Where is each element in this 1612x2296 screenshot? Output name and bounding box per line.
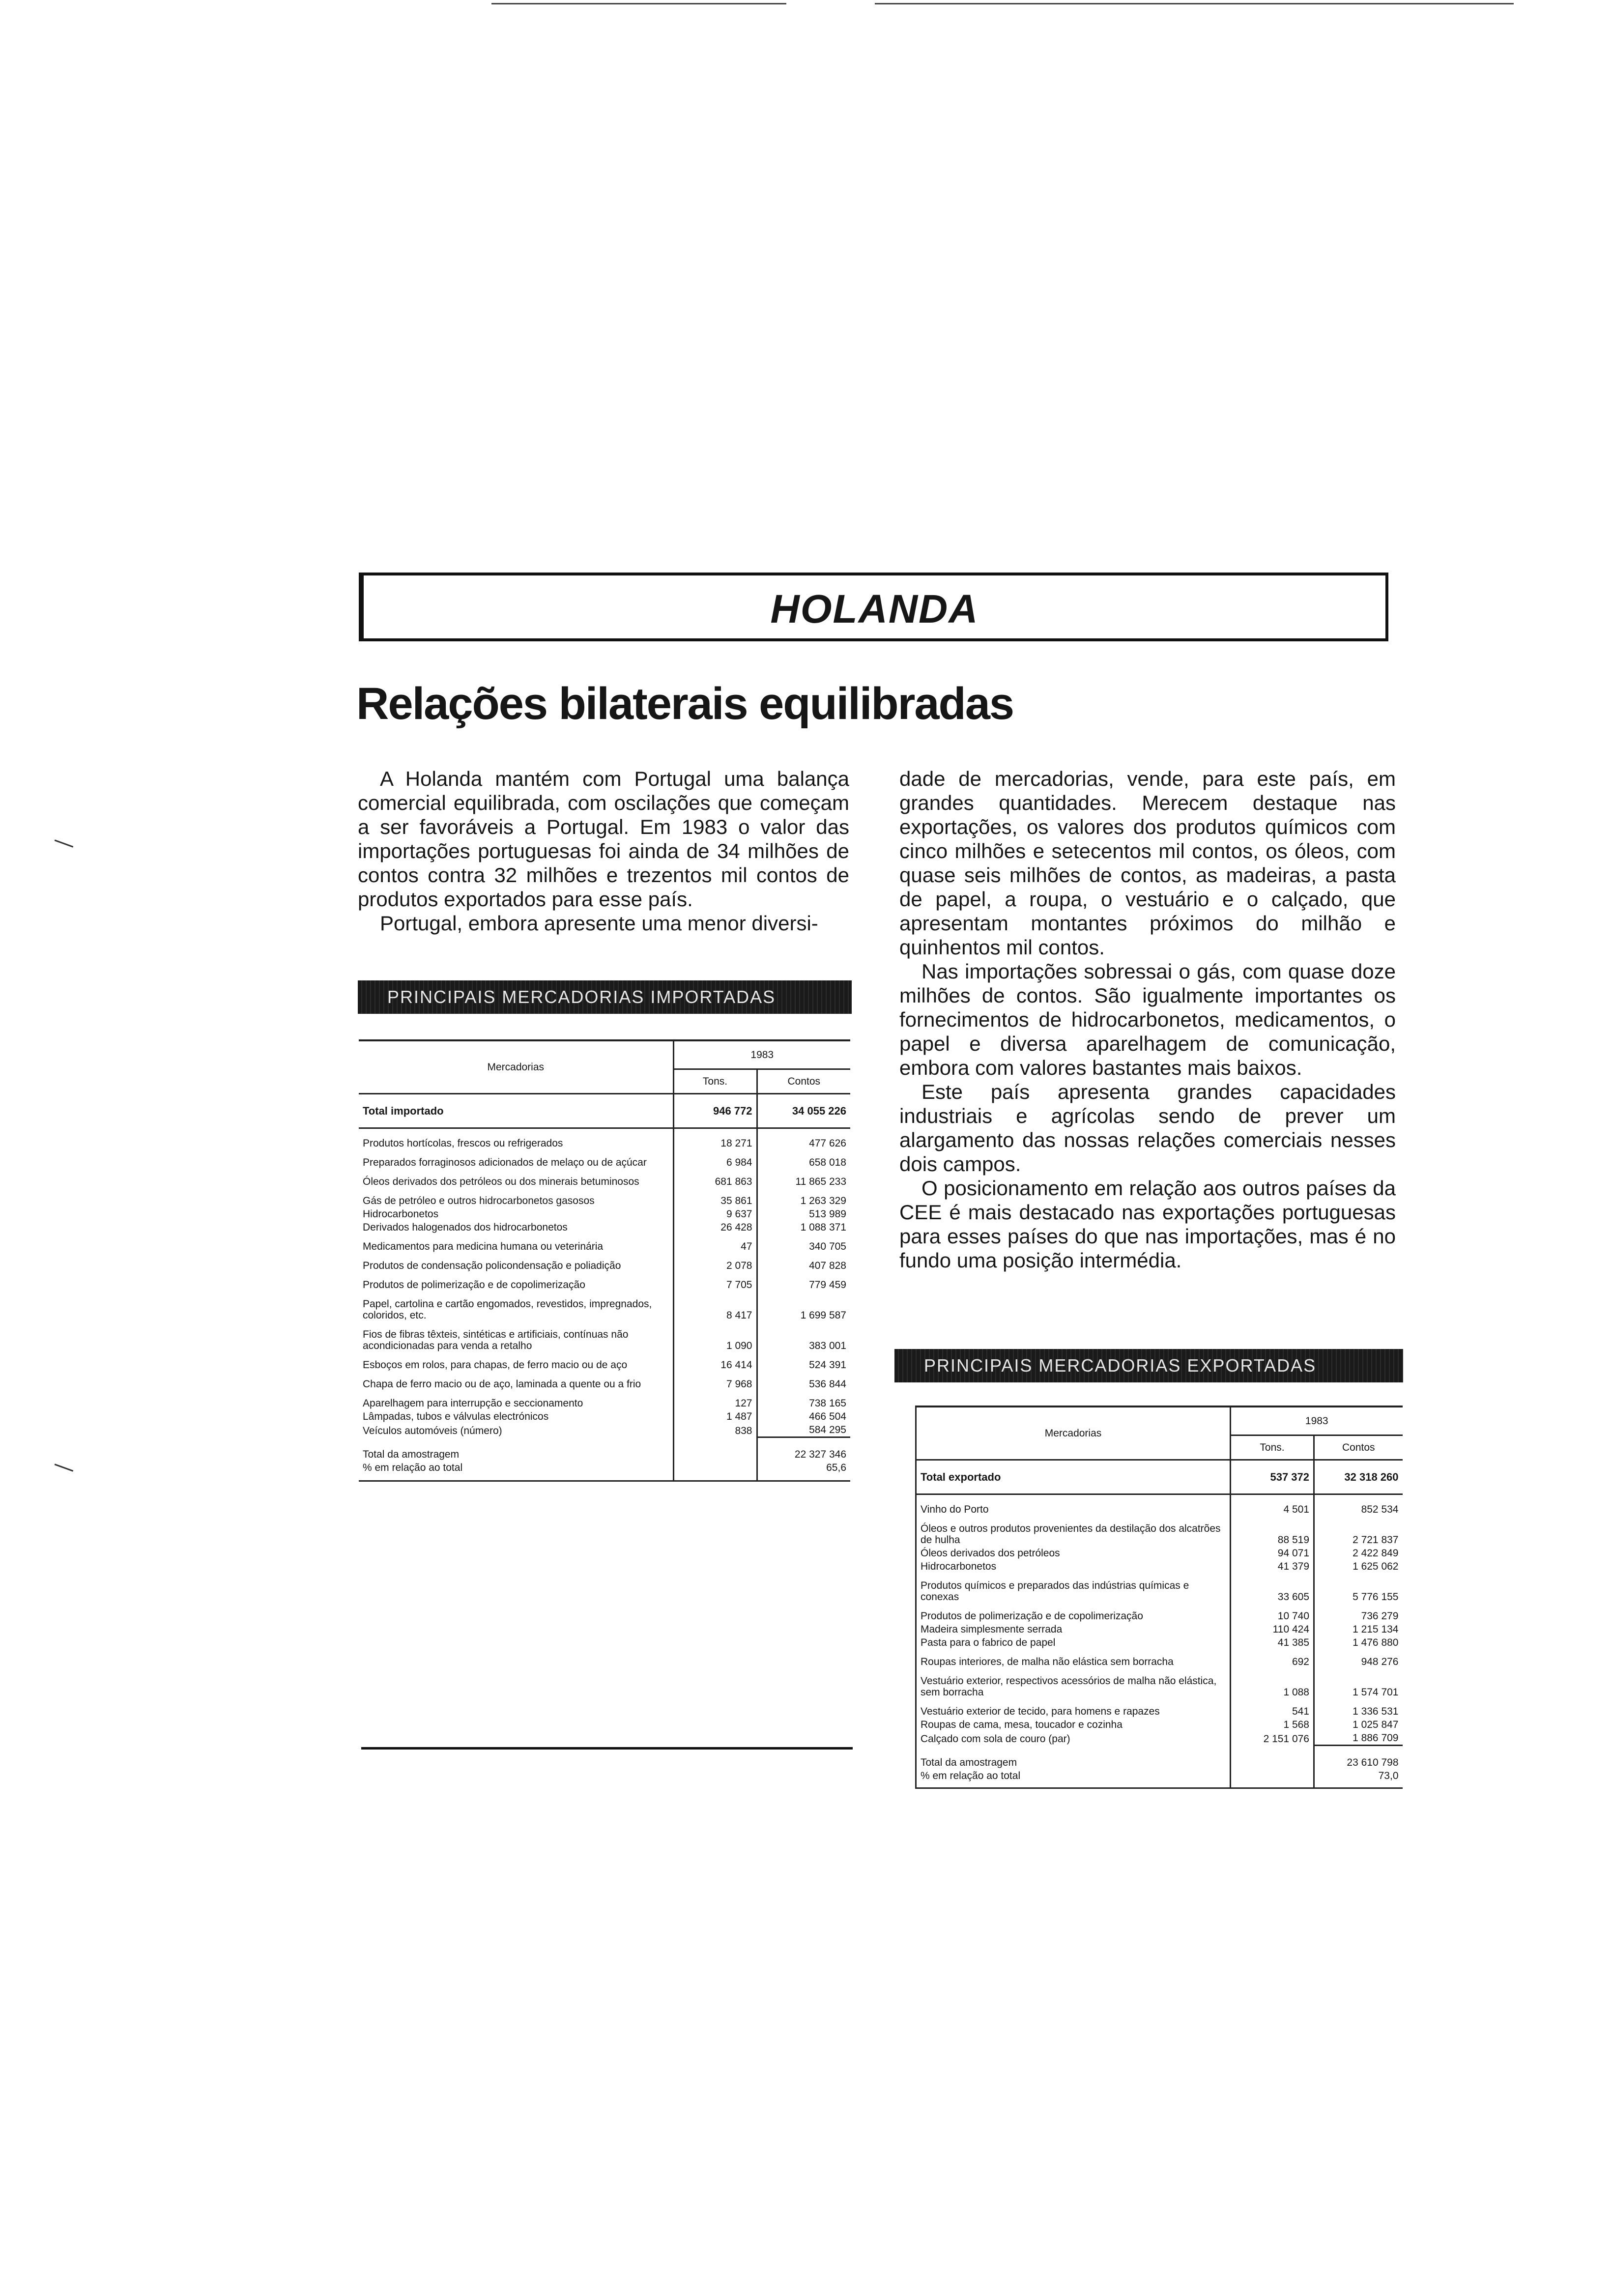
- exports-table: [915, 1406, 1403, 1789]
- row-label: Produtos de polimerização e de copolimerização: [921, 1610, 1143, 1622]
- row-label: Medicamentos para medicina humana ou veterinária: [363, 1241, 604, 1252]
- row-contos: 536 844: [757, 1372, 850, 1391]
- table-row: [916, 1649, 1403, 1668]
- sample-contos: 22 327 346: [757, 1437, 850, 1462]
- row-tons: 8 417: [673, 1292, 757, 1322]
- row-label: Produtos de condensação policondensação e poliadição: [363, 1260, 621, 1271]
- sample-label: Total da amostragem: [363, 1449, 460, 1460]
- article-column-2: [899, 767, 1396, 1272]
- table-row: [359, 1207, 850, 1221]
- table-row: [359, 1169, 850, 1188]
- table-row: [916, 1718, 1403, 1731]
- imports-band-title: PRINCIPAIS MERCADORIAS IMPORTADAS: [358, 980, 852, 1014]
- sample-tons: [673, 1437, 757, 1462]
- percent-contos: 65,6: [757, 1461, 850, 1481]
- row-contos: 340 705: [757, 1234, 850, 1253]
- row-tons: 6 984: [673, 1150, 757, 1169]
- paragraph: A Holanda mantém com Portugal uma balança comercial equilibrada, com oscilações que começam a ser favoráveis a Portugal. Em 1983 o valor das importações portuguesas foi ainda de 34 milhões de contos contra 32 milhões e trezentos mil contos de produtos exportados para esse país.: [358, 767, 849, 911]
- row-label: Aparelhagem para interrupção e seccionamento: [363, 1398, 583, 1409]
- paragraph: Este país apresenta grandes capacidades industriais e agrícolas sendo de prever um alargamento das nossas relações comerciais nesses dois campos.: [899, 1080, 1396, 1176]
- row-label: Vinho do Porto: [921, 1504, 989, 1515]
- header-contos: Contos: [1314, 1435, 1403, 1460]
- table-row: [359, 1128, 850, 1150]
- percent-label: % em relação ao total: [921, 1770, 1021, 1781]
- row-contos: 1 263 329: [757, 1188, 850, 1207]
- row-contos: 852 534: [1314, 1494, 1403, 1517]
- row-label: Roupas de cama, mesa, toucador e cozinha: [921, 1719, 1123, 1730]
- row-contos: 1 215 134: [1314, 1623, 1403, 1636]
- top-scan-line: [491, 3, 786, 4]
- row-tons: 838: [673, 1423, 757, 1437]
- row-contos: 11 865 233: [757, 1169, 850, 1188]
- row-tons: 541: [1231, 1699, 1314, 1718]
- row-contos: 1 699 587: [757, 1292, 850, 1322]
- sample-total-row: [359, 1437, 850, 1462]
- row-tons: 18 271: [673, 1128, 757, 1150]
- row-contos: 1 886 709: [1314, 1731, 1403, 1746]
- header-mercadorias: Mercadorias: [916, 1406, 1231, 1460]
- imports-bottom-rule: [361, 1747, 853, 1750]
- row-contos: 2 721 837: [1314, 1516, 1403, 1547]
- imports-table: [359, 1039, 850, 1482]
- row-label: Roupas interiores, de malha não elástica sem borracha: [921, 1656, 1174, 1667]
- row-tons: 1 487: [673, 1410, 757, 1423]
- table-row: [916, 1636, 1403, 1649]
- row-tons: 1 088: [1231, 1668, 1314, 1699]
- row-label: Veículos automóveis (número): [363, 1425, 502, 1436]
- paragraph: Nas importações sobressai o gás, com quase doze milhões de contos. São igualmente importantes os fornecimentos de hidrocarbonetos, medicamentos, o papel e diversa aparelhagem de comunicação, embora com valores bastantes mais baixos.: [899, 960, 1396, 1079]
- total-row: [916, 1460, 1403, 1494]
- total-tons: 946 772: [673, 1094, 757, 1128]
- row-tons: 1 568: [1231, 1718, 1314, 1731]
- table-row: [916, 1560, 1403, 1573]
- table-row: [359, 1410, 850, 1423]
- banner-title: HOLANDA: [770, 587, 979, 631]
- paragraph: O posicionamento em relação aos outros países da CEE é mais destacado nas exportações portuguesas para esses países do que nas importações, mas é no fundo uma posição intermédia.: [899, 1177, 1396, 1272]
- row-contos: 948 276: [1314, 1649, 1403, 1668]
- table-row: [359, 1322, 850, 1352]
- table-row: [359, 1221, 850, 1234]
- header-year: 1983: [673, 1040, 850, 1069]
- row-label: Óleos e outros produtos provenientes da destilação dos alcatrões de hulha: [921, 1523, 1221, 1546]
- total-contos: 32 318 260: [1314, 1460, 1403, 1494]
- total-tons: 537 372: [1231, 1460, 1314, 1494]
- row-contos: 1 476 880: [1314, 1636, 1403, 1649]
- sample-contos: 23 610 798: [1314, 1746, 1403, 1770]
- table-row: [359, 1292, 850, 1322]
- row-label: Produtos hortícolas, frescos ou refrigerados: [363, 1138, 563, 1149]
- row-tons: 41 385: [1231, 1636, 1314, 1649]
- row-contos: 779 459: [757, 1272, 850, 1292]
- row-tons: 110 424: [1231, 1623, 1314, 1636]
- row-tons: 7 968: [673, 1372, 757, 1391]
- table-row: [916, 1623, 1403, 1636]
- row-tons: 94 071: [1231, 1547, 1314, 1560]
- row-label: Fios de fibras têxteis, sintéticas e artificiais, contínuas não acondicionadas para venda a retalho: [363, 1329, 629, 1351]
- total-label: Total exportado: [921, 1471, 1001, 1483]
- row-label: Óleos derivados dos petróleos: [921, 1548, 1060, 1559]
- sample-tons: [1231, 1746, 1314, 1770]
- row-tons: 2 078: [673, 1253, 757, 1272]
- table-row: [916, 1547, 1403, 1560]
- row-contos: 1 025 847: [1314, 1718, 1403, 1731]
- percent-tons: [673, 1461, 757, 1481]
- row-tons: 88 519: [1231, 1516, 1314, 1547]
- header-mercadorias: Mercadorias: [359, 1040, 673, 1094]
- row-tons: 692: [1231, 1649, 1314, 1668]
- paragraph: Portugal, embora apresente uma menor diversi-: [380, 912, 818, 935]
- table-row: [359, 1188, 850, 1207]
- total-label: Total importado: [363, 1105, 444, 1117]
- article-column-1: [358, 767, 849, 935]
- table-row: [916, 1573, 1403, 1604]
- row-contos: 466 504: [757, 1410, 850, 1423]
- sample-total-row: [916, 1746, 1403, 1770]
- row-label: Esboços em rolos, para chapas, de ferro macio ou de aço: [363, 1359, 628, 1371]
- row-label: Produtos químicos e preparados das indústrias químicas e conexas: [921, 1580, 1189, 1603]
- row-contos: 513 989: [757, 1207, 850, 1221]
- row-label: Preparados forraginosos adicionados de melaço ou de açúcar: [363, 1157, 647, 1168]
- row-contos: 1 088 371: [757, 1221, 850, 1234]
- percent-contos: 73,0: [1314, 1769, 1403, 1788]
- row-label: Papel, cartolina e cartão engomados, revestidos, impregnados, coloridos, etc.: [363, 1298, 652, 1321]
- row-contos: 524 391: [757, 1352, 850, 1372]
- row-label: Produtos de polimerização e de copolimerização: [363, 1279, 585, 1291]
- row-contos: 2 422 849: [1314, 1547, 1403, 1560]
- percent-tons: [1231, 1769, 1314, 1788]
- row-contos: 1 574 701: [1314, 1668, 1403, 1699]
- row-contos: 477 626: [757, 1128, 850, 1150]
- header-contos: Contos: [757, 1069, 850, 1094]
- row-label: Chapa de ferro macio ou de aço, laminada a quente ou a frio: [363, 1378, 641, 1390]
- total-row: [359, 1094, 850, 1128]
- table-row: [359, 1272, 850, 1292]
- table-row: [359, 1372, 850, 1391]
- table-row: [916, 1516, 1403, 1547]
- row-contos: 1 336 531: [1314, 1699, 1403, 1718]
- row-label: Hidrocarbonetos: [363, 1208, 439, 1220]
- row-tons: 7 705: [673, 1272, 757, 1292]
- row-tons: 35 861: [673, 1188, 757, 1207]
- row-label: Lâmpadas, tubos e válvulas electrónicos: [363, 1411, 549, 1422]
- row-contos: 407 828: [757, 1253, 850, 1272]
- row-tons: 16 414: [673, 1352, 757, 1372]
- row-contos: 736 279: [1314, 1604, 1403, 1623]
- sample-label: Total da amostragem: [921, 1757, 1017, 1768]
- total-contos: 34 055 226: [757, 1094, 850, 1128]
- row-label: Óleos derivados dos petróleos ou dos minerais betuminosos: [363, 1176, 639, 1187]
- table-row: [916, 1494, 1403, 1517]
- country-banner: [359, 573, 1388, 641]
- headline: Relações bilaterais equilibradas: [356, 679, 1014, 729]
- row-label: Vestuário exterior, respectivos acessórios de malha não elástica, sem borracha: [921, 1675, 1217, 1698]
- table-row: [359, 1150, 850, 1169]
- table-header-row: [916, 1406, 1403, 1435]
- row-label: Pasta para o fabrico de papel: [921, 1637, 1056, 1648]
- row-tons: 47: [673, 1234, 757, 1253]
- percent-row: [916, 1769, 1403, 1788]
- table-header-row: [359, 1040, 850, 1069]
- paragraph: dade de mercadorias, vende, para este país, em grandes quantidades. Merecem destaque nas exportações, os valores dos produtos químicos com cinco milhões e setecentos mil contos, os óleos, com quase seis milhões de contos, as madeiras, a pasta de papel, a roupa, o vestuário e o calçado, que apresentam montantes próximos do milhão e quinhentos mil contos.: [899, 767, 1396, 959]
- row-contos: 5 776 155: [1314, 1573, 1403, 1604]
- header-tons: Tons.: [673, 1069, 757, 1094]
- row-contos: 658 018: [757, 1150, 850, 1169]
- row-label: Gás de petróleo e outros hidrocarbonetos gasosos: [363, 1195, 595, 1206]
- table-row: [359, 1253, 850, 1272]
- table-row: [359, 1391, 850, 1410]
- top-scan-line: [875, 3, 1514, 4]
- row-contos: 738 165: [757, 1391, 850, 1410]
- row-tons: 9 637: [673, 1207, 757, 1221]
- row-label: Vestuário exterior de tecido, para homens e rapazes: [921, 1706, 1160, 1717]
- row-tons: 41 379: [1231, 1560, 1314, 1573]
- exports-band-title: PRINCIPAIS MERCADORIAS EXPORTADAS: [894, 1349, 1403, 1382]
- row-tons: 26 428: [673, 1221, 757, 1234]
- table-row: [916, 1604, 1403, 1623]
- row-label: Calçado com sola de couro (par): [921, 1733, 1070, 1745]
- row-tons: 10 740: [1231, 1604, 1314, 1623]
- header-tons: Tons.: [1231, 1435, 1314, 1460]
- table-row: [916, 1731, 1403, 1746]
- row-tons: 127: [673, 1391, 757, 1410]
- table-row: [359, 1352, 850, 1372]
- row-tons: 1 090: [673, 1322, 757, 1352]
- table-row: [916, 1699, 1403, 1718]
- table-row: [359, 1423, 850, 1437]
- row-contos: 1 625 062: [1314, 1560, 1403, 1573]
- scan-mark: [55, 1464, 74, 1472]
- percent-row: [359, 1461, 850, 1481]
- row-tons: 681 863: [673, 1169, 757, 1188]
- table-row: [916, 1668, 1403, 1699]
- header-year: 1983: [1231, 1406, 1403, 1435]
- row-contos: 584 295: [757, 1423, 850, 1437]
- row-label: Madeira simplesmente serrada: [921, 1624, 1063, 1635]
- percent-label: % em relação ao total: [363, 1462, 463, 1473]
- row-tons: 4 501: [1231, 1494, 1314, 1517]
- table-row: [359, 1234, 850, 1253]
- row-label: Hidrocarbonetos: [921, 1561, 997, 1572]
- row-contos: 383 001: [757, 1322, 850, 1352]
- row-tons: 2 151 076: [1231, 1731, 1314, 1746]
- row-label: Derivados halogenados dos hidrocarbonetos: [363, 1222, 568, 1233]
- row-tons: 33 605: [1231, 1573, 1314, 1604]
- scan-mark: [55, 839, 74, 848]
